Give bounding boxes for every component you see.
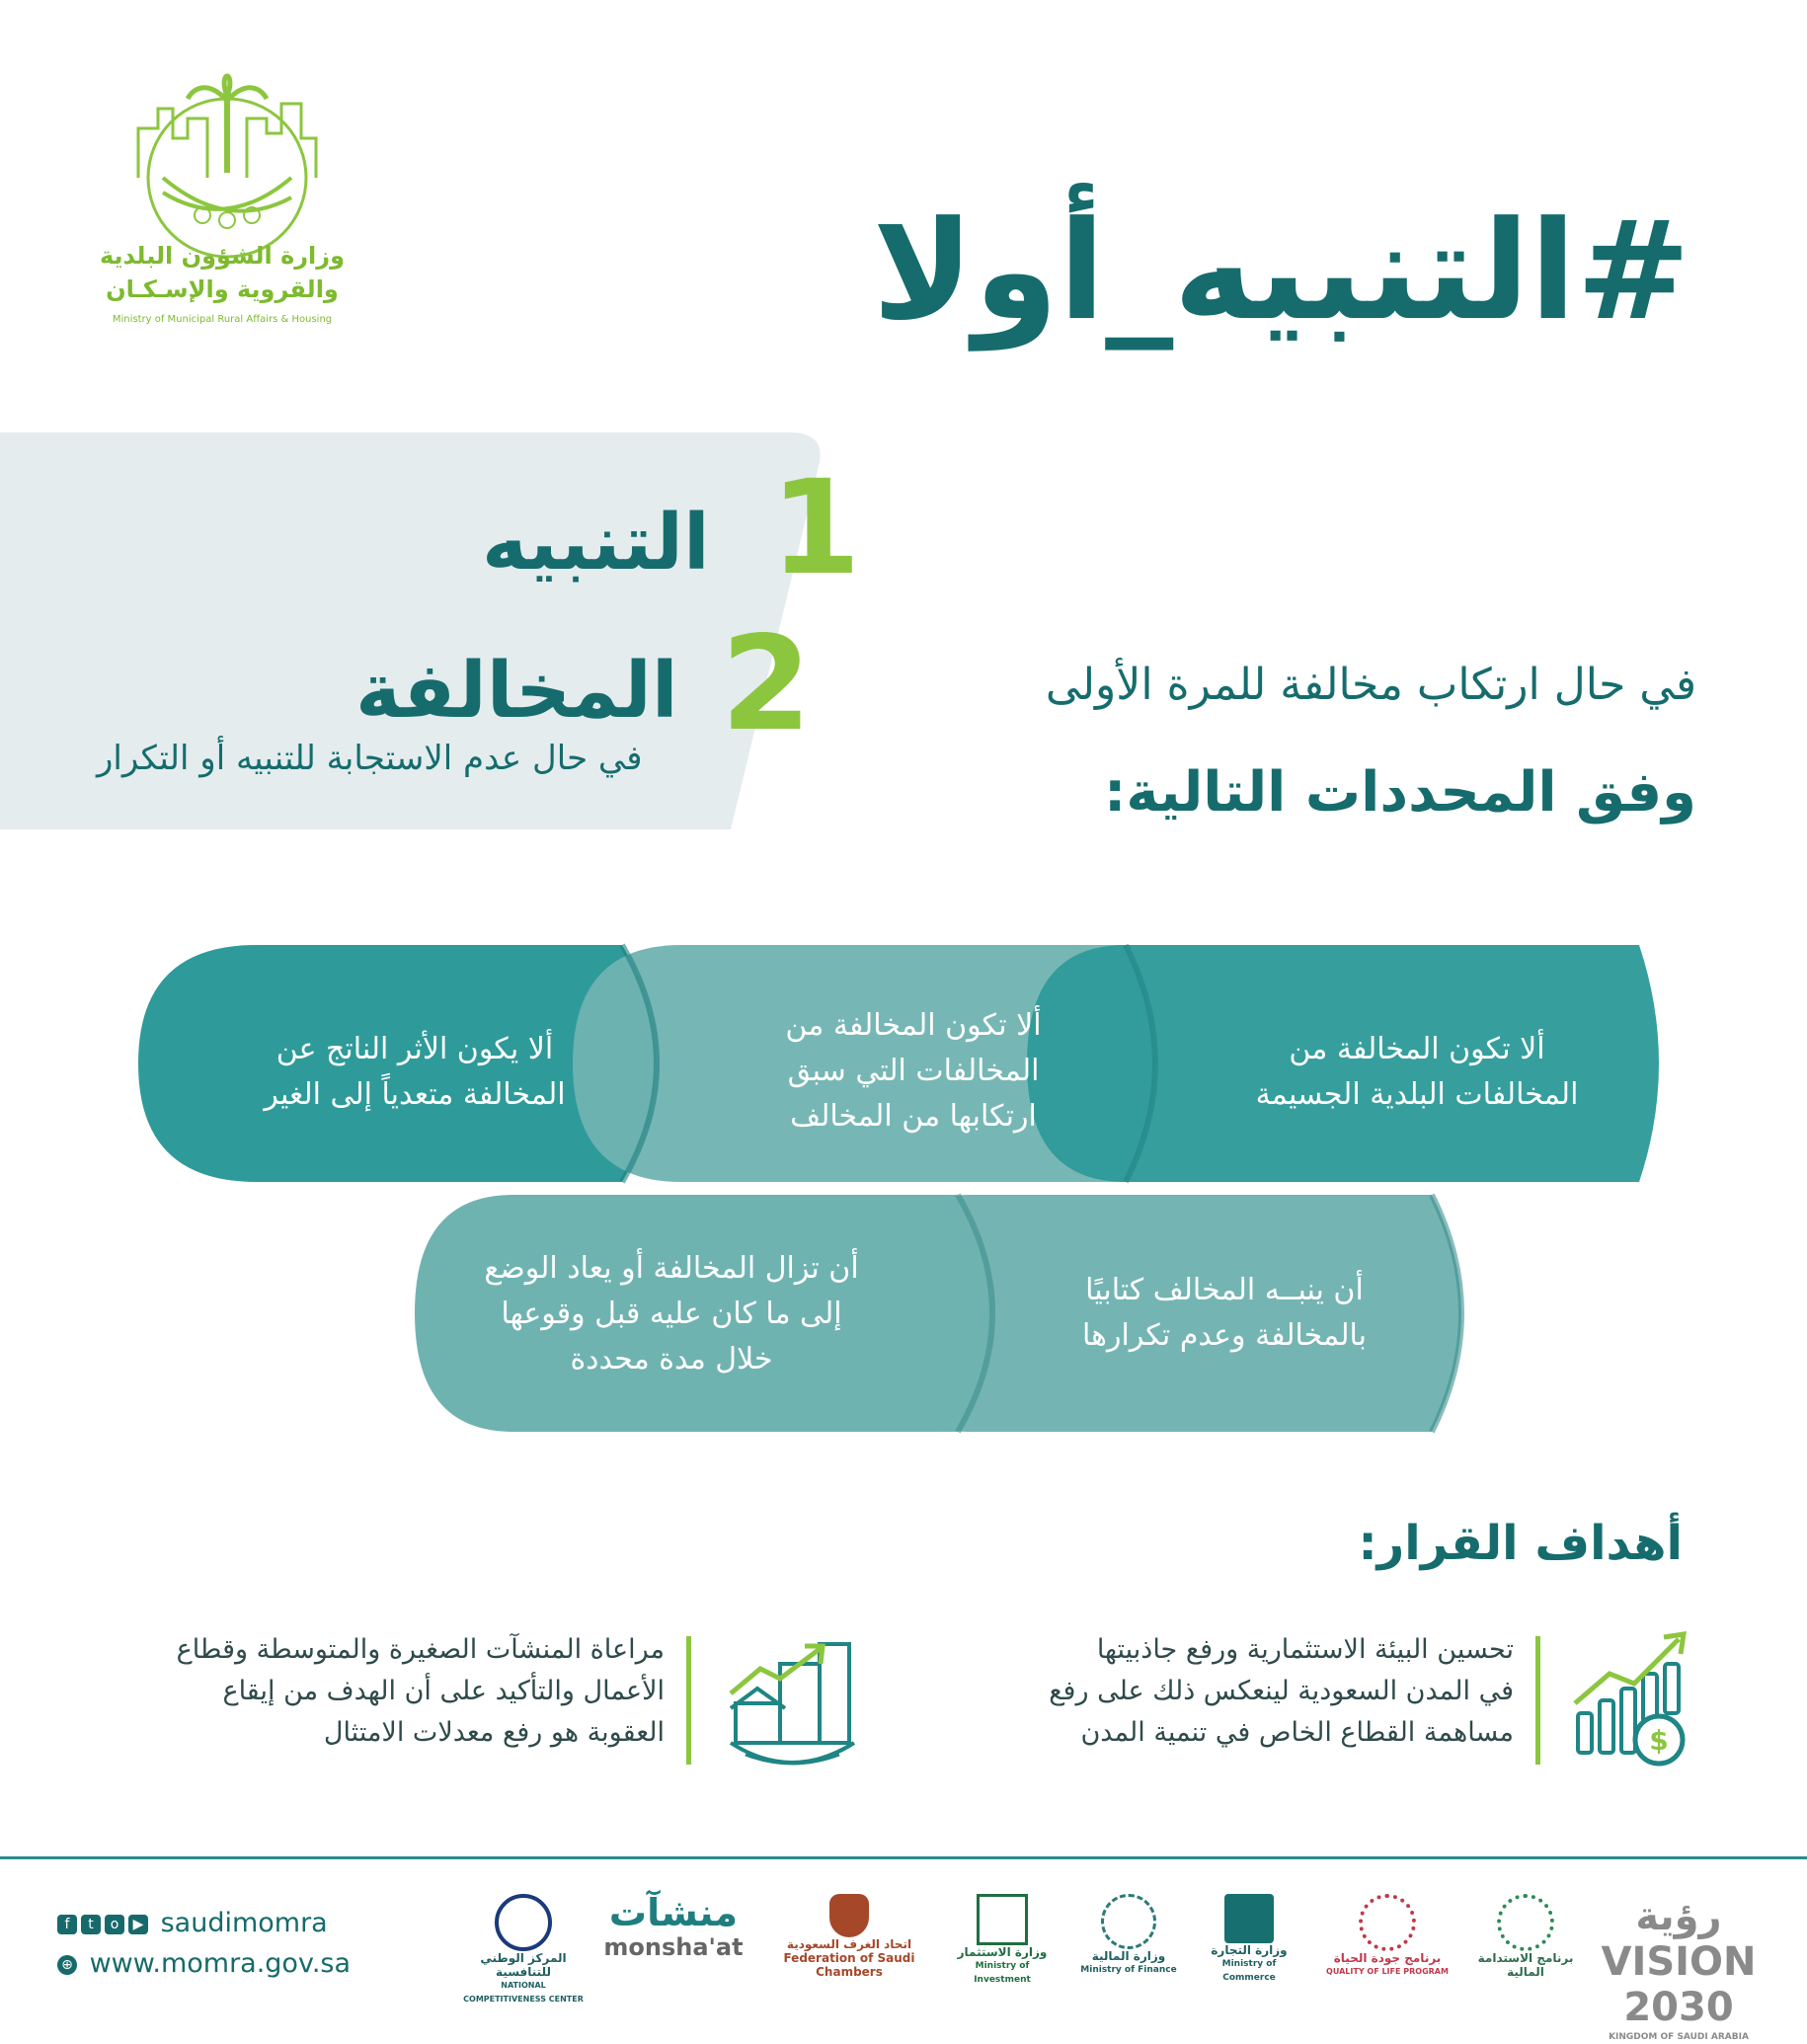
fsp-emblem-icon [1497, 1894, 1554, 1951]
goal-2-line3: العقوبة هو رفع معدلات الامتثال [323, 1717, 665, 1748]
goal-1-line3: مساهمة القطاع الخاص في تنمية المدن [1080, 1717, 1514, 1748]
youtube-icon[interactable]: ▶ [128, 1915, 148, 1934]
intro-line2: وفق المحددات التالية: [1104, 760, 1696, 825]
footer-divider [0, 1856, 1807, 1859]
partner-logo-vision2030 [1595, 1894, 1763, 2044]
moc-emblem-icon [1224, 1894, 1274, 1943]
partner-vision-ar: رؤية VISION 2030 [1601, 1894, 1757, 2030]
ministry-name-line1: وزارة الشؤون البلدية [99, 242, 346, 270]
partner-qol-en: QUALITY OF LIFE PROGRAM [1326, 1967, 1449, 1976]
partner-logo-qol [1318, 1894, 1456, 1979]
condition-1-line1: ألا تكون المخالفة من [1289, 1032, 1545, 1066]
condition-2-line1: ألا تكون المخالفة من [785, 1008, 1042, 1043]
partner-fsp-ar: برنامج الاستدامة المالية [1477, 1951, 1574, 1979]
facebook-icon[interactable]: f [57, 1915, 77, 1934]
moi-emblem-icon [977, 1894, 1028, 1945]
partner-fsc-en: Federation of Saudi Chambers [783, 1951, 915, 1979]
goal-2-line2: الأعمال والتأكيد على أن الهدف من إيقاع [222, 1676, 665, 1706]
condition-5-line3: خلال مدة محددة [570, 1342, 773, 1376]
svg-text:$: $ [1649, 1724, 1669, 1757]
goals-title: أهداف القرار: [1358, 1516, 1683, 1571]
twitter-icon[interactable]: t [81, 1915, 101, 1934]
step-1-number: 1 [770, 452, 861, 604]
condition-4-line1: أن ينبــه المخالف كتابيًا [1085, 1273, 1364, 1307]
partner-moc-ar: وزارة التجارة [1211, 1943, 1288, 1957]
partner-logo-ncc [459, 1894, 588, 2006]
intro-line1: في حال ارتكاب مخالفة للمرة الأولى [1045, 660, 1696, 710]
ministry-name-ar [99, 239, 346, 306]
partner-mof-en: Ministry of Finance [1080, 1965, 1177, 1975]
goal-1-line1: تحسين البيئة الاستثمارية ورفع جاذبيتها [1096, 1634, 1514, 1665]
condition-3 [207, 1027, 622, 1118]
condition-1 [1210, 1027, 1624, 1118]
ministry-name-line2: والقروية والإسـكـان [106, 275, 339, 303]
step-2-number: 2 [721, 608, 812, 760]
partner-ncc-ar: المركز الوطني للتنافسية [480, 1951, 567, 1979]
website-link[interactable]: www.momra.gov.sa [89, 1948, 352, 1979]
condition-2-line2: المخالفات التي سبق [787, 1054, 1040, 1088]
ncc-emblem-icon [495, 1894, 552, 1951]
goal-1-line2: في المدن السعودية لينعكس ذلك على رفع [1049, 1676, 1514, 1706]
social-row[interactable] [57, 1908, 328, 1938]
partner-monshaat-ar: منشآت [608, 1891, 739, 1934]
condition-2 [706, 1003, 1121, 1140]
goal-2-divider [686, 1636, 691, 1765]
condition-2-line3: ارتكابها من المخالف [790, 1099, 1037, 1134]
condition-4-line2: بالمخالفة وعدم تكرارها [1082, 1318, 1367, 1353]
instagram-icon[interactable]: o [105, 1915, 124, 1934]
condition-3-line1: ألا يكون الأثر الناتج عن [275, 1032, 554, 1066]
partner-logo-mof [1074, 1894, 1183, 1977]
partner-logo-moi [948, 1894, 1057, 1987]
condition-5-line1: أن تزال المخالفة أو يعاد الوضع [484, 1251, 859, 1286]
social-handle[interactable]: saudimomra [160, 1908, 328, 1938]
goal-2-text [123, 1629, 665, 1754]
fsc-emblem-icon [829, 1894, 869, 1937]
condition-1-line2: المخالفات البلدية الجسيمة [1255, 1077, 1579, 1112]
partner-qol-ar: برنامج جودة الحياة [1333, 1951, 1442, 1965]
partner-mof-ar: وزارة المالية [1091, 1949, 1166, 1963]
partner-logo-fsp [1471, 1894, 1580, 1979]
condition-5 [449, 1246, 894, 1382]
partner-moc-en: Ministry of Commerce [1221, 1959, 1277, 1983]
partner-vision-en: KINGDOM OF SAUDI ARABIA [1609, 2032, 1749, 2042]
globe-icon: ⊕ [57, 1955, 77, 1975]
qol-emblem-icon [1359, 1894, 1416, 1951]
goal-2-line1: مراعاة المنشآت الصغيرة والمتوسطة وقطاع [176, 1634, 665, 1665]
step-2-subtitle: في حال عدم الاستجابة للتنبيه أو التكرار [97, 739, 643, 778]
condition-5-line2: إلى ما كان عليه قبل وقوعها [501, 1297, 842, 1331]
hashtag-headline: #التنبيه_أولا [872, 192, 1690, 351]
growth-chart-dollar-icon [1570, 1629, 1698, 1768]
mof-emblem-icon [1101, 1894, 1156, 1949]
ministry-name-en: Ministry of Municipal Rural Affairs & Housing [112, 314, 333, 325]
goal-1-text [973, 1629, 1514, 1754]
condition-4 [1017, 1268, 1432, 1359]
partner-logo-moc [1195, 1894, 1303, 1985]
partner-monshaat-en: monsha'at [603, 1933, 744, 1961]
partner-fsc-ar: اتحاد الغرف السعودية [786, 1937, 912, 1951]
partner-moi-ar: وزارة الاستثمار [957, 1945, 1048, 1959]
partner-ncc-en: NATIONAL COMPETITIVENESS CENTER [463, 1981, 584, 2004]
partner-logo-fsc [770, 1894, 928, 1979]
condition-3-line2: المخالفة متعدياً إلى الغير [264, 1077, 566, 1112]
partner-moi-en: Ministry of Investment [974, 1961, 1031, 1985]
website-row[interactable] [57, 1948, 351, 1979]
goal-1-divider [1535, 1636, 1540, 1765]
partner-logo-monshaat [599, 1891, 747, 1960]
step-2-title: المخالفة [355, 647, 678, 736]
city-growth-icon [726, 1634, 859, 1772]
step-1-title: التنبيه [482, 499, 710, 588]
